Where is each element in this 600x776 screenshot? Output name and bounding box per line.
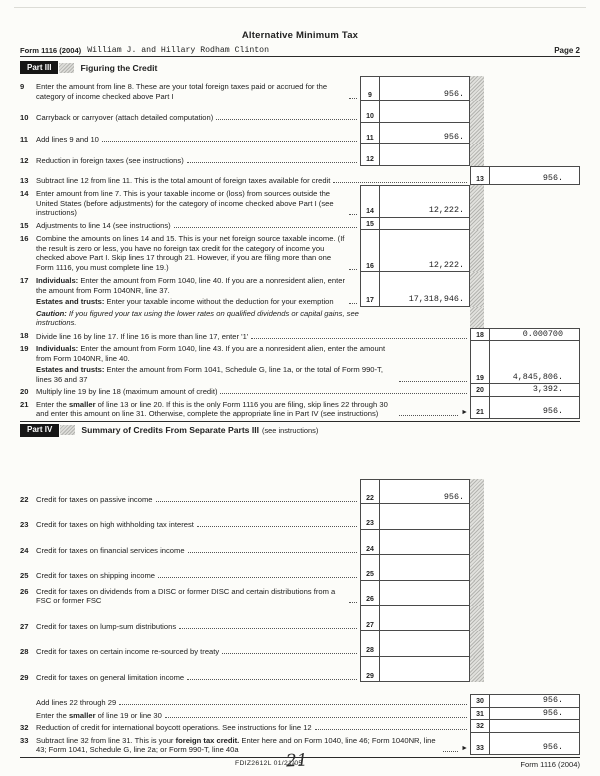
form-line-21 [20,397,580,419]
line-number: 33 [20,735,29,745]
line-number: 28 [20,647,29,656]
dotted-leader [349,602,357,603]
hatched-area [470,272,484,307]
line-number: 9 [20,82,25,91]
line-amount: 956. [490,397,580,419]
form-line-13 [20,166,580,186]
line-description: Divide line 16 by line 17. If line 16 is more than line 17, enter '1' [36,328,470,342]
dotted-leader [222,653,357,654]
dotted-leader [174,227,357,228]
form-header [20,46,580,57]
part-iv-header [20,421,580,439]
line-amount: 12,222. [380,185,470,218]
dotted-leader [187,162,357,163]
form-line-27 [20,606,580,632]
line-box-number: 20 [470,384,490,397]
line-description: Adjustments to line 14 (see instructions) [36,218,360,231]
hatched-area [470,123,484,145]
line-box-number: 16 [360,230,380,272]
hatched-area [470,101,484,123]
dotted-leader [156,501,358,502]
hatched-area [470,631,484,657]
line-amount [380,631,470,657]
line-description: Individuals: Enter the amount from Form 1040, line 43. If you are a nonresident alien, enter the amount from Form 1040NR, line 40. Estates and trusts: Enter the amount from Form 1041, Schedule G, line 1a, or the total of Form 990-T, lines 36 and 37 [36,341,470,384]
line-amount [380,606,470,632]
part-iii-badge: Part III [20,61,58,74]
line-description: Credit for taxes on passive income [36,479,360,505]
hatched-area [470,606,484,632]
form-line-24 [20,530,580,556]
line-description: Enter amount from line 7. This is your taxable income or (loss) from sources outside the United States (before adjustments) for the category of income checked above Part I (see instructions) [36,185,360,218]
hatched-area [470,530,484,556]
blank-area [484,144,580,166]
dotted-leader [216,119,357,120]
document-title: Alternative Minimum Tax [241,30,359,41]
line-description: Multiply line 19 by line 18 (maximum amount of credit) [36,384,470,397]
line-description: Reduction in foreign taxes (see instructions) [36,144,360,166]
line-amount: 17,318,946. [380,272,470,307]
hatched-area [470,504,484,530]
line-amount [380,581,470,606]
form-line-28 [20,631,580,657]
hatched-area [470,185,484,218]
line-box-number: 23 [360,504,380,530]
form-line-12 [20,144,580,166]
line-description: Subtract line 32 from line 31. This is your foreign tax credit. Enter here and on Form 1040, line 46; Form 1040NR, line 43; Form 1041, Schedule G, line 2a; or Form 990-T, line 40a ► [36,735,468,754]
line-amount: 956. [380,123,470,145]
dotted-leader [187,679,357,680]
line-amount [380,657,470,683]
line-box-number: 19 [470,341,490,384]
pointer-arrow-icon: ► [461,409,468,416]
hatched-area [470,218,484,231]
dotted-leader [349,269,357,270]
blank-area [484,230,580,272]
dotted-leader [119,704,467,705]
line-amount: 4,845,806. [490,341,580,384]
form-line-30 [20,694,580,708]
part-iii-header [20,59,580,76]
line-description: Enter the smaller of line 13 or line 20. If this is the only Form 1116 you are filing, skip lines 22 through 30 and enter this amount on line 31. Otherwise, complete the appropriate line in Part IV (see instructions) ► [36,399,468,418]
dotted-leader [443,751,458,752]
line-amount: 12,222. [380,230,470,272]
form-line-25 [20,555,580,581]
form-line-32 [20,720,580,733]
handwritten-page-number: 21 [285,750,309,772]
line-box-number: 25 [360,555,380,581]
line-amount [380,504,470,530]
line-box-number: 9 [360,76,380,101]
blank-area [484,631,580,657]
dotted-leader [251,338,467,339]
line-box-number: 12 [360,144,380,166]
dotted-leader [349,98,357,99]
line-amount [380,144,470,166]
pointer-arrow-icon: ► [461,745,468,752]
line-description: Add lines 9 and 10 [36,123,360,145]
form-line-11 [20,123,580,145]
form-number: Form 1116 (2004) [20,46,82,55]
scan-artifact-line [14,7,586,8]
line-description: Credit for taxes on dividends from a DISC or former DISC and certain distributions from a FSC or former FSC [36,581,360,606]
line-number: 13 [20,175,29,185]
bold-label: Individuals: [36,276,79,285]
form-line-26 [20,581,580,606]
dotted-leader [399,381,467,382]
line-description: Credit for taxes on high withholding tax interest [36,504,360,530]
blank-area [484,606,580,632]
hatched-area [470,479,484,505]
blank-area [484,479,580,505]
dotted-leader [333,182,467,183]
line-number: 16 [20,234,29,243]
form-line-22 [20,479,580,505]
bold-label: foreign tax credit. [175,735,240,745]
line-amount: 956. [490,694,580,708]
line-box-number: 30 [470,694,490,708]
dotted-leader [102,141,357,142]
line-number: 26 [20,586,29,596]
hatched-area [470,307,484,328]
line-number: 21 [20,399,29,409]
line-amount [490,720,580,733]
blank-area [484,123,580,145]
bold-label: smaller [68,399,96,409]
line-box-number: 21 [470,397,490,419]
line-number: 14 [20,189,29,198]
line-number: 10 [20,113,29,122]
line-box-number: 13 [470,166,490,186]
line-box-number: 10 [360,101,380,123]
dotted-leader [188,552,357,553]
line-description: Enter the amount from line 8. These are your total foreign taxes paid or accrued for the category of income checked above Part I [36,76,360,101]
form-line-18 [20,328,580,342]
line-amount [380,101,470,123]
blank-area [360,307,470,328]
line-amount: 0.000700 [490,328,580,342]
document-code: FDIZ2612L 01/21/05 [235,759,303,767]
bold-label: Estates and trusts: [36,365,105,374]
line-number: 12 [20,156,29,165]
hatch-decoration-icon [60,425,75,435]
blank-area [484,555,580,581]
blank-area [484,272,580,307]
dotted-leader [197,526,357,527]
line-amount: 956. [380,76,470,101]
dotted-leader [220,393,467,394]
line-number: 19 [20,344,29,353]
line-description: Credit for taxes on lump-sum distributions [36,606,360,632]
line-number: 27 [20,621,29,631]
line-description: Subtract line 12 from line 11. This is the total amount of foreign taxes available for credit [36,166,470,186]
line-box-number: 32 [470,720,490,733]
form-line-20 [20,384,580,397]
line-description: Enter the smaller of line 19 or line 30 [36,708,470,721]
part-iv-note: (see instructions) [262,425,319,435]
line-number: 23 [20,520,29,529]
line-box-number: 22 [360,479,380,505]
line-amount: 956. [490,166,580,186]
form-line-15 [20,218,580,231]
line-box-number: 24 [360,530,380,556]
line-box-number: 31 [470,708,490,721]
line-amount [380,530,470,556]
line-description: Credit for taxes on shipping income [36,555,360,581]
form-reference: Form 1116 (2004) [520,759,580,769]
form-line-14 [20,185,580,218]
hatched-area [470,76,484,101]
line-description: Reduction of credit for international boycott operations. See instructions for line 12 [36,720,470,733]
hatch-decoration-icon [59,63,74,73]
line-amount: 956. [490,708,580,721]
form-line-23 [20,504,580,530]
blank-area [484,76,580,101]
blank-area [484,307,580,328]
line-amount [380,555,470,581]
line-number: 20 [20,387,29,396]
dotted-leader [349,214,357,215]
hatched-area [470,657,484,683]
part-iii-title: Figuring the Credit [80,62,158,73]
line-description: Carryback or carryover (attach detailed computation) [36,101,360,123]
form-line-19 [20,341,580,384]
line-box-number: 27 [360,606,380,632]
taxpayer-name: William J. and Hillary Rodham Clinton [87,46,270,55]
caution-note: Caution: If you figured your tax using the lower rates on qualified dividends or capital gains, see instructions. [20,307,580,328]
dotted-leader [315,729,467,730]
line-description: Individuals: Enter the amount from Form 1040, line 40. If you are a nonresident alien, enter the amount from Form 1040NR, line 37. Estates and trusts: Enter your taxable income without the deduction for your exemption [36,272,360,307]
form-line-17 [20,272,580,307]
line-number: 25 [20,571,29,580]
part-iv-badge: Part IV [20,424,59,437]
dotted-leader [158,577,357,578]
line-box-number: 14 [360,185,380,218]
line-amount: 956. [490,733,580,755]
line-box-number: 29 [360,657,380,683]
line-number: 29 [20,672,29,682]
bold-label: smaller [68,710,96,720]
hatched-area [470,230,484,272]
blank-area [484,218,580,231]
blank-area [484,101,580,123]
line-number: 22 [20,494,29,504]
line-box-number: 33 [470,733,490,755]
dotted-leader [165,717,467,718]
line-description: Add lines 22 through 29 [36,694,470,708]
line-box-number: 26 [360,581,380,606]
blank-area [484,504,580,530]
line-box-number: 28 [360,631,380,657]
blank-area [484,530,580,556]
line-amount: 3,392. [490,384,580,397]
line-description: Credit for taxes on general limitation income [36,657,360,683]
hatched-area [470,581,484,606]
line-number: 32 [20,723,29,732]
form-line-10 [20,101,580,123]
dotted-leader [179,628,357,629]
form-line-9 [20,76,580,101]
bold-label: Estates and trusts: [36,297,105,306]
blank-area [484,657,580,683]
dotted-leader [399,415,458,416]
blank-area [484,581,580,606]
form-line-31 [20,708,580,721]
hatched-area [470,144,484,166]
line-description: Credit for taxes on certain income re-sourced by treaty [36,631,360,657]
dotted-leader [349,303,357,304]
line-box-number: 15 [360,218,380,231]
caution-label: Caution: [36,308,67,318]
part-iv-title: Summary of Credits From Separate Parts III [81,425,260,435]
line-box-number: 17 [360,272,380,307]
line-description: Combine the amounts on lines 14 and 15. This is your net foreign source taxable income. (If the result is zero or less, you have no foreign tax credit for the category of income you checked above Part I. Skip lines 17 through 21. However, if you are filing more than one Form 1116, you must complete line 19.) [36,230,360,272]
line-number: 11 [20,134,29,144]
hatched-area [470,555,484,581]
line-number: 15 [20,220,29,230]
line-description: Credit for taxes on financial services income [36,530,360,556]
line-number: 24 [20,545,29,555]
blank-area [484,185,580,218]
line-amount [380,218,470,231]
line-box-number: 18 [470,328,490,342]
form-line-16 [20,230,580,272]
form-line-29 [20,657,580,683]
line-number: 17 [20,276,29,285]
line-box-number: 11 [360,123,380,145]
line-amount: 956. [380,479,470,505]
page-number: Page 2 [554,46,580,55]
bold-label: Individuals: [36,344,79,353]
line-number: 18 [20,330,29,340]
